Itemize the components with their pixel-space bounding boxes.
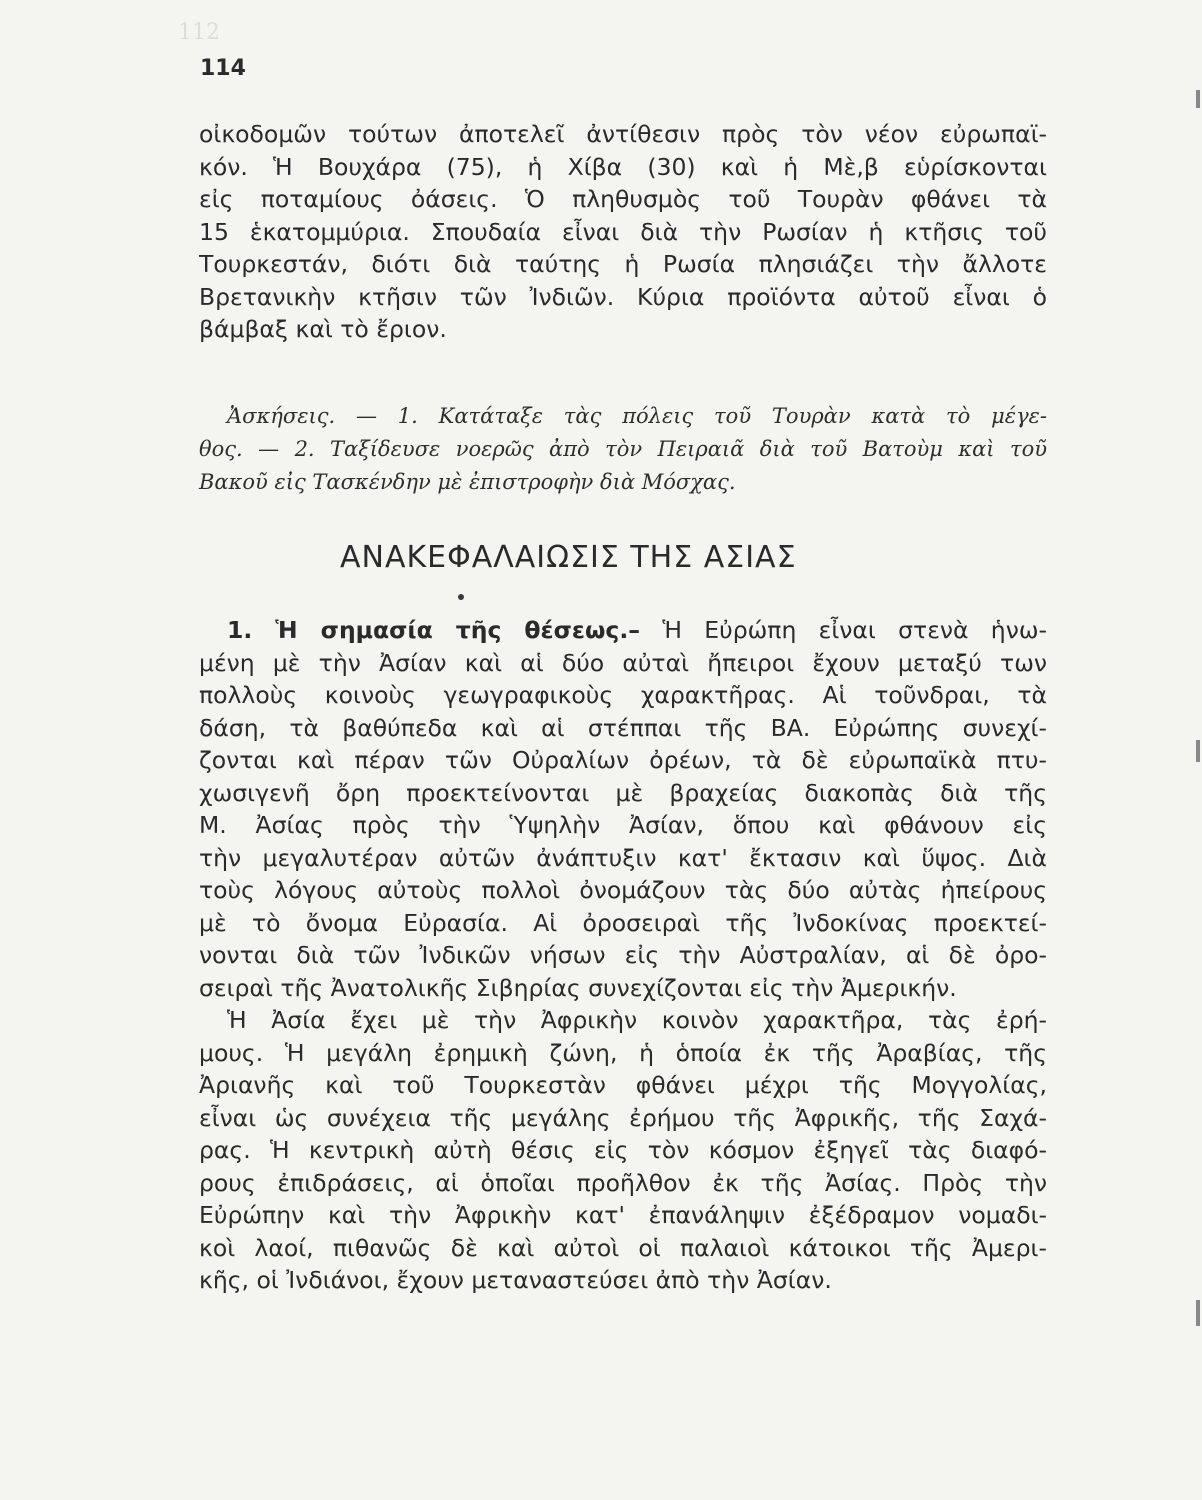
text-line: τοὺς λόγους αὐτοὺς πολλοὶ ὀνομάζουν τὰς δύο αὐτὰς ἠπείρους xyxy=(199,876,1047,904)
text-line: μένη μὲ τὴν Ἀσίαν καὶ αἱ δύο αὐταὶ ἤπειροι ἔχουν μεταξύ των xyxy=(199,648,1047,677)
decorative-dot xyxy=(458,594,464,600)
page-number: 114 xyxy=(200,56,246,81)
text-line: σειραὶ τῆς Ἀνατολικῆς Σιβηρίας συνεχίζονται εἰς τὴν Ἀμερικήν. xyxy=(199,973,957,1002)
text-line: ζονται καὶ πέραν τῶν Οὐραλίων ὀρέων, τὰ δὲ εὐρωπαϊκὰ πτυ- xyxy=(199,746,1047,774)
text-line: οἰκοδομῶν τούτων ἀποτελεῖ ἀντίθεσιν πρὸς τὸν νέον εὐρωπαϊ- xyxy=(199,120,1047,148)
text-line: τὴν μεγαλυτέραν αὐτῶν ἀνάπτυξιν κατ' ἔκτασιν καὶ ὕψος. Διὰ xyxy=(199,843,1047,872)
text-line: μους. Ἡ μεγάλη ἐρημικὴ ζώνη, ἡ ὁποία ἐκ τῆς Ἀραβίας, τῆς xyxy=(199,1038,1047,1067)
text-line: Τουρκεστάν, διότι διὰ ταύτης ἡ Ρωσία πλησιάζει τὴν ἄλλοτε xyxy=(199,250,1047,278)
text-line: εἰς ποταμίους ὀάσεις. Ὁ πληθυσμὸς τοῦ Τουρὰν φθάνει τὰ xyxy=(199,185,1047,213)
page-edge-mark xyxy=(1196,740,1200,762)
text-line: Ἀριανῆς καὶ τοῦ Τουρκεστὰν φθάνει μέχρι τῆς Μογγολίας, xyxy=(199,1071,1047,1099)
page-edge-mark xyxy=(1196,1300,1200,1326)
text-line: πολλοὺς κοινοὺς γεωγραφικοὺς χαρακτῆρας. Αἱ τοῦνδραι, τὰ xyxy=(199,681,1047,709)
text-line: κοὶ λαοί, πιθανῶς δὲ καὶ αὐτοὶ οἱ παλαιοὶ κάτοικοι τῆς Ἀμερι- xyxy=(199,1233,1047,1262)
text-line: εἶναι ὡς συνέχεια τῆς μεγάλης ἐρήμου τῆς Ἀφρικῆς, τῆς Σαχά- xyxy=(199,1103,1047,1132)
text-line: κόν. Ἡ Βουχάρα (75), ἡ Χίβα (30) καὶ ἡ Μὲ,β εὑρίσκονται xyxy=(199,152,1047,181)
section-heading: ΑΝΑΚΕΦΑΛΑΙΩΣΙΣ ΤΗΣ ΑΣΙΑΣ xyxy=(340,540,797,575)
text-line: βάμβαξ καὶ τὸ ἔριον. xyxy=(199,315,447,343)
text-line: μὲ τὸ ὄνομα Εὐρασία. Αἱ ὀροσειραὶ τῆς Ἰνδοκίνας προεκτεί- xyxy=(199,908,1047,937)
text-line: 15 ἑκατομμύρια. Σπουδαία εἶναι διὰ τὴν Ρωσίαν ἡ κτῆσις τοῦ xyxy=(199,217,1047,246)
text-line: νονται διὰ τῶν Ἰνδικῶν νήσων εἰς τὴν Αὐστραλίαν, αἱ δὲ ὀρο- xyxy=(199,941,1047,969)
text-line: χωσιγενῆ ὄρη προεκτείνονται μὲ βραχείας διακοπὰς διὰ τῆς xyxy=(199,778,1047,807)
text-line: κῆς, οἱ Ἰνδιάνοι, ἔχουν μεταναστεύσει ἀπὸ τὴν Ἀσίαν. xyxy=(199,1266,832,1294)
exercises xyxy=(199,400,1047,499)
paragraph-1 xyxy=(199,118,1047,346)
text-line: δάση, τὰ βαθύπεδα καὶ αἱ στέππαι τῆς ΒΑ. Εὐρώπης συνεχί- xyxy=(199,713,1047,742)
text-line: Βρετανικὴν κτῆσιν τῶν Ἰνδιῶν. Κύρια προϊόντα αὐτοῦ εἶναι ὁ xyxy=(199,282,1047,311)
section-1-title: 1. Ἡ σημασία τῆς θέσεως.– xyxy=(227,616,641,644)
text-line xyxy=(199,614,1047,647)
show-through-mark: 112 xyxy=(178,20,220,45)
text-line: ρας. Ἡ κεντρικὴ αὐτὴ θέσις εἰς τὸν κόσμον ἐξηγεῖ τὰς διαφό- xyxy=(199,1136,1047,1164)
text-line: Ἡ Ἀσία ἔχει μὲ τὴν Ἀφρικὴν κοινὸν χαρακτῆρα, τὰς ἐρή- xyxy=(227,1006,1047,1034)
text-fragment: Ἡ Εὐρώπη εἶναι στενὰ ἡνω- xyxy=(662,616,1047,644)
exercise-line: Βακοῦ εἰς Τασκένδην μὲ ἐπιστροφὴν διὰ Μόσχας. xyxy=(199,470,736,494)
page-edge-mark xyxy=(1196,90,1200,108)
text-line: Εὐρώπην καὶ τὴν Ἀφρικὴν κατ' ἐπανάληψιν ἐξέδραμον νομαδι- xyxy=(199,1201,1047,1229)
text-line: Μ. Ἀσίας πρὸς τὴν Ὑψηλὴν Ἀσίαν, ὅπου καὶ φθάνουν εἰς xyxy=(199,811,1047,839)
exercise-line: θος. — 2. Ταξίδευσε νοερῶς ἀπὸ τὸν Πειραιᾶ διὰ τοῦ Βατοὺμ καὶ τοῦ xyxy=(199,437,1047,461)
exercise-line: Ἀσκήσεις. — 1. Κατάταξε τὰς πόλεις τοῦ Τουρὰν κατὰ τὸ μέγε- xyxy=(227,404,1047,428)
text-line: ρους ἐπιδράσεις, αἱ ὁποῖαι προῆλθον ἐκ τῆς Ἀσίας. Πρὸς τὴν xyxy=(199,1168,1047,1197)
paragraph-2 xyxy=(199,614,1047,1297)
